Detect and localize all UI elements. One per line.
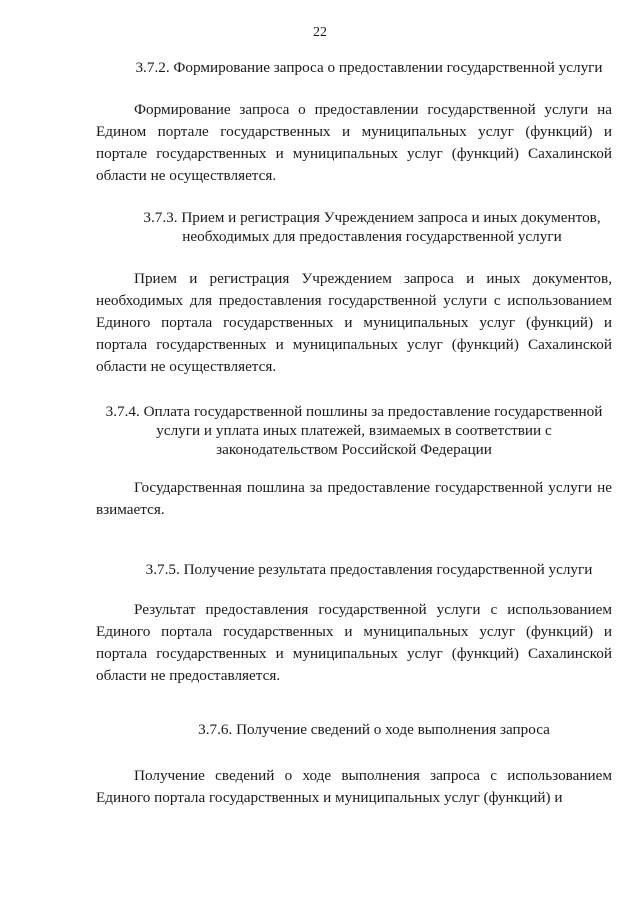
section-heading: 3.7.3. Прием и регистрация Учреждением запроса и иных документов, необходимых для предоставления государственной услуги [143, 209, 601, 245]
section-3-7-5 [96, 560, 612, 687]
section-paragraph: Получение сведений о ходе выполнения запроса с использованием Единого портала государственных и муниципальных услуг (функций) и [96, 767, 612, 806]
section-heading: 3.7.4. Оплата государственной пошлины за предоставление государственной услуги и уплата иных платежей, взимаемых в соответствии с законодательством Российской Федерации [105, 403, 603, 458]
section-heading: 3.7.5. Получение результата предоставления государственной услуги [145, 561, 593, 578]
section-paragraph: Прием и регистрация Учреждением запроса и иных документов, необходимых для предоставления государственной услуги с использованием Единого портала государственных и муниципальных услуг (функций) и портала государственных и муниципальных услуг (функций) Сахалинской области не осуществляется. [96, 270, 612, 375]
page-number: 22 [313, 25, 327, 40]
section-heading: 3.7.6. Получение сведений о ходе выполнения запроса [198, 721, 550, 738]
section-3-7-6 [96, 720, 612, 809]
section-3-7-3 [96, 208, 612, 378]
section-3-7-2 [96, 58, 612, 187]
section-heading: 3.7.2. Формирование запроса о предоставлении государственной услуги [135, 59, 603, 76]
section-paragraph: Формирование запроса о предоставлении государственной услуги на Едином портале государственных и муниципальных услуг (функций) и портале государственных и муниципальных услуг (функций) Сахалинской области не осуществляется. [96, 101, 612, 184]
section-paragraph: Государственная пошлина за предоставление государственной услуги не взимается. [96, 479, 612, 518]
section-3-7-4 [96, 402, 612, 521]
section-paragraph: Результат предоставления государственной услуги с использованием Единого портала государственных и муниципальных услуг (функций) и портала государственных и муниципальных услуг (функций) Сахалинской области не предоставляется. [96, 601, 612, 684]
